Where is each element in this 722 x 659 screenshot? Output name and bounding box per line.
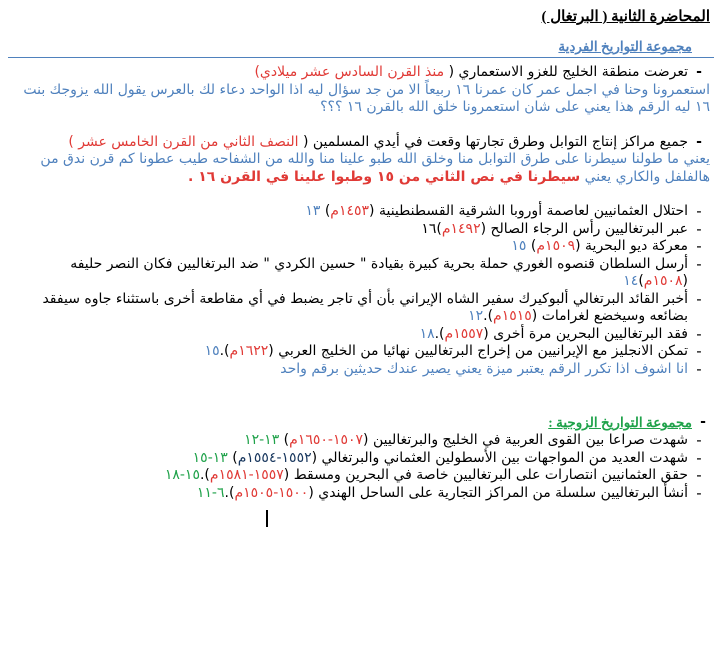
list-item: - عبر البرتغاليين رأس الرجاء الصالح (١٤٩٢م)١٦ — [421, 219, 702, 238]
list-item: - تمكن الانجليز مع الإيرانيين من إخراج البرتغاليين نهائيا من الخليج العربي (١٦٢٢م).١٥ — [204, 342, 702, 360]
section-heading-western: مجموعة التواريخ الفردية — [558, 39, 692, 54]
list-item: - معركة ديو البحرية (١٥٠٩م) ١٥ — [511, 237, 702, 255]
list-item: - أنشأ البرتغاليين سلسلة من المراكز التجارية على الساحل الهندي (١٥٠٠-١٥٠٥م).٦-١١ — [196, 483, 702, 502]
paragraph-text: تعرضت منطقة الخليج للغزو الاستعماري ( — [448, 64, 688, 80]
note-text: انا اشوف اذا تكرر الرقم يعتبر ميزة يعني يصير عندك حديثين برقم واحد — [280, 360, 688, 377]
list-item: - أرسل السلطان قنصوه الغوري حملة بحرية كبيرة بقيادة " حسين الكردي " ضد البرتغاليين فكان النصر حليفه (١٥٠٨م)١٤ — [70, 254, 702, 289]
western-dates-list — [6, 203, 714, 378]
paragraph-text: جميع مراكز إنتاج التوابل وطرق تجارتها وقعت في أيدي المسلمين ( — [302, 133, 688, 150]
list-item: - شهدت العديد من المواجهات بين الأسطولين العثماني والبرتغالي (١٥٥٢-١٥٥٤م) ١٣-١٥ — [192, 448, 702, 467]
dash-bullet: - — [700, 414, 706, 430]
list-item: - شهدت صراعا بين القوى العربية في الخليج والبرتغاليين (١٥٠٧-١٦٥٠م) ١٣-١٢ — [244, 431, 702, 449]
text-cursor — [266, 510, 268, 527]
list-item: - احتلال العثمانيين لعاصمة أوروبا الشرقية القسطنطينية (١٤٥٣م) ١٣ — [305, 202, 702, 220]
comment-text: يعني ما طولنا سيطرنا على طرق التوابل منا وخلق الله طبو علينا منا والله من الشفاحه طيب عطونا كم قرن ندق من هالفلفل والكاري يعني سيطرنا في نص الثاني من ١٥ وطبوا علينا في القرن ١٦ . — [40, 151, 710, 185]
list-item-note: - انا اشوف اذا تكرر الرقم يعتبر ميزة يعني يصير عندك حديثين برقم واحد — [280, 359, 702, 378]
section-divider — [8, 57, 714, 58]
comment-highlight: سيطرنا في نص الثاني من ١٥ وطبوا علينا في القرن ١٦ . — [187, 168, 581, 185]
list-item: - فقد البرتغاليين البحرين مرة أخرى (١٥٥٧م).١٨ — [419, 324, 702, 343]
section-heading-dual: مجموعة التواريخ الزوجية : — [548, 415, 692, 430]
date-text: النصف الثاني من القرن الخامس عشر ) — [68, 133, 299, 150]
list-item: - أخبر القائد البرتغالي ألبوكيرك سفير الشاه الإيراني بأن أي تاجر يضبط في أي مقاطعة أخرى باستثناء جاوه سيفقد بضائعه وسيخضع لغرامات (١٥١٥م).١٢ — [42, 289, 702, 324]
comment-text: استعمرونا وحنا في اجمل عمر كان عمرنا ١٦ ربيعاً الا من جد سؤال ليه اذا الواحد دعاء لك بالعرس يقول الله يزوجك بنت ١٦ ليه الرقم هذا يعني على شان استعمرونا خلق الله بالقرن ١٦ ؟؟؟ — [23, 81, 710, 115]
dash-bullet: - — [696, 133, 702, 150]
dual-dates-list — [6, 432, 714, 502]
dual-heading-row — [6, 414, 714, 432]
list-item: - حقق العثمانيين انتصارات على البرتغاليين خاصة في البحرين ومسقط (١٥٥٧-١٥٨١م).١٥-١٨ — [164, 466, 702, 484]
dash-bullet: - — [696, 64, 702, 80]
paragraph-colonial — [6, 64, 710, 82]
paragraph-spices — [6, 134, 710, 152]
date-text: منذ القرن السادس عشر ميلادي) — [254, 64, 445, 80]
lecture-title: المحاضرة الثانية ( البرتغال ) — [541, 9, 710, 25]
